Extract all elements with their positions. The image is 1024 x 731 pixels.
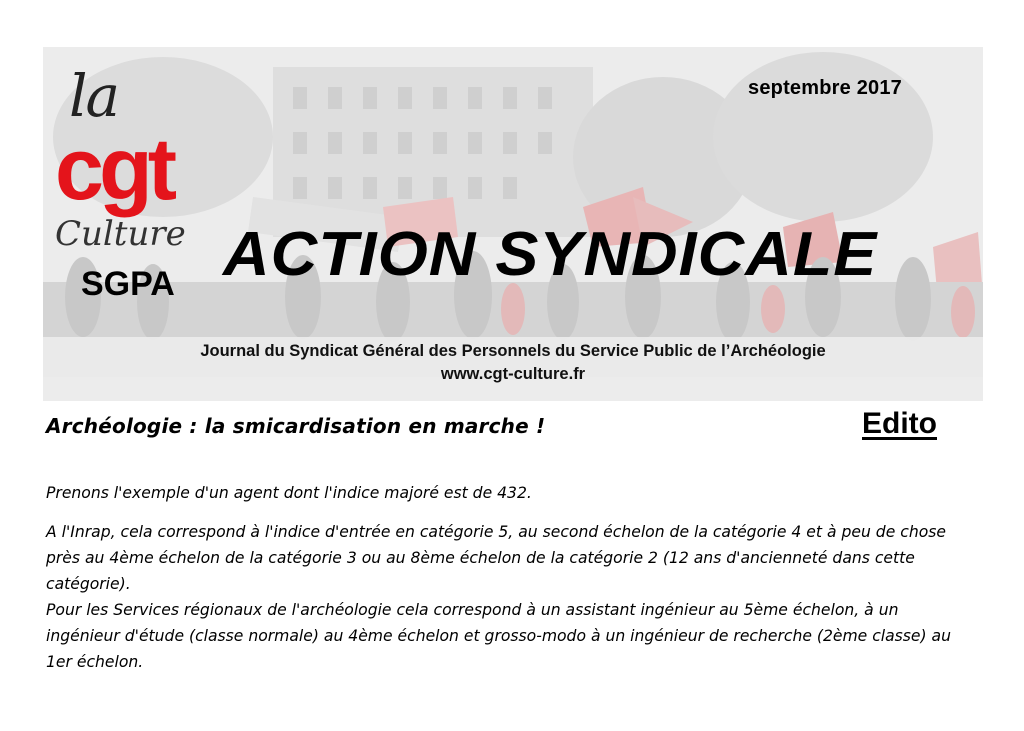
section-label-edito: Edito	[862, 407, 937, 440]
article-paragraph	[46, 480, 976, 506]
header-banner	[43, 47, 983, 401]
publication-title: ACTION SYNDICALE	[223, 220, 878, 289]
website-url: www.cgt-culture.fr	[440, 365, 586, 383]
publication-subtitle: Journal du Syndicat Général des Personnels du Service Public de l’Archéologie	[200, 342, 826, 360]
logo-sgpa-text: SGPA	[81, 265, 175, 303]
paragraph-text: A l'Inrap, cela correspond à l'indice d'entrée en catégorie 5, au second échelon de la catégorie 4 et à peu de chose près au 4ème échelon de la catégorie 3 ou au 8ème échelon de la catégorie 2 (12 ans d'ancienneté dans cette catégorie).	[46, 523, 946, 593]
paragraph-text: Pour les Services régionaux de l'archéologie cela correspond à un assistant ingénieur au 5ème échelon, à un ingénieur d'étude (classe normale) au 4ème échelon et grosso-modo à un ingénieur de recherche (2ème classe) au 1er échelon.	[46, 601, 952, 671]
logo-culture-text: Culture	[55, 214, 186, 254]
logo-cgt-text: cgt	[55, 119, 172, 218]
article-paragraph	[46, 519, 976, 597]
paragraph-text: Prenons l'exemple d'un agent dont l'indice majoré est de 432.	[46, 484, 532, 502]
issue-date: septembre 2017	[748, 77, 903, 99]
logo-la-text: la	[69, 62, 119, 130]
article-paragraph	[46, 597, 976, 675]
article-headline: Archéologie : la smicardisation en marche !	[46, 414, 546, 438]
cgt-culture-logo	[49, 62, 224, 317]
